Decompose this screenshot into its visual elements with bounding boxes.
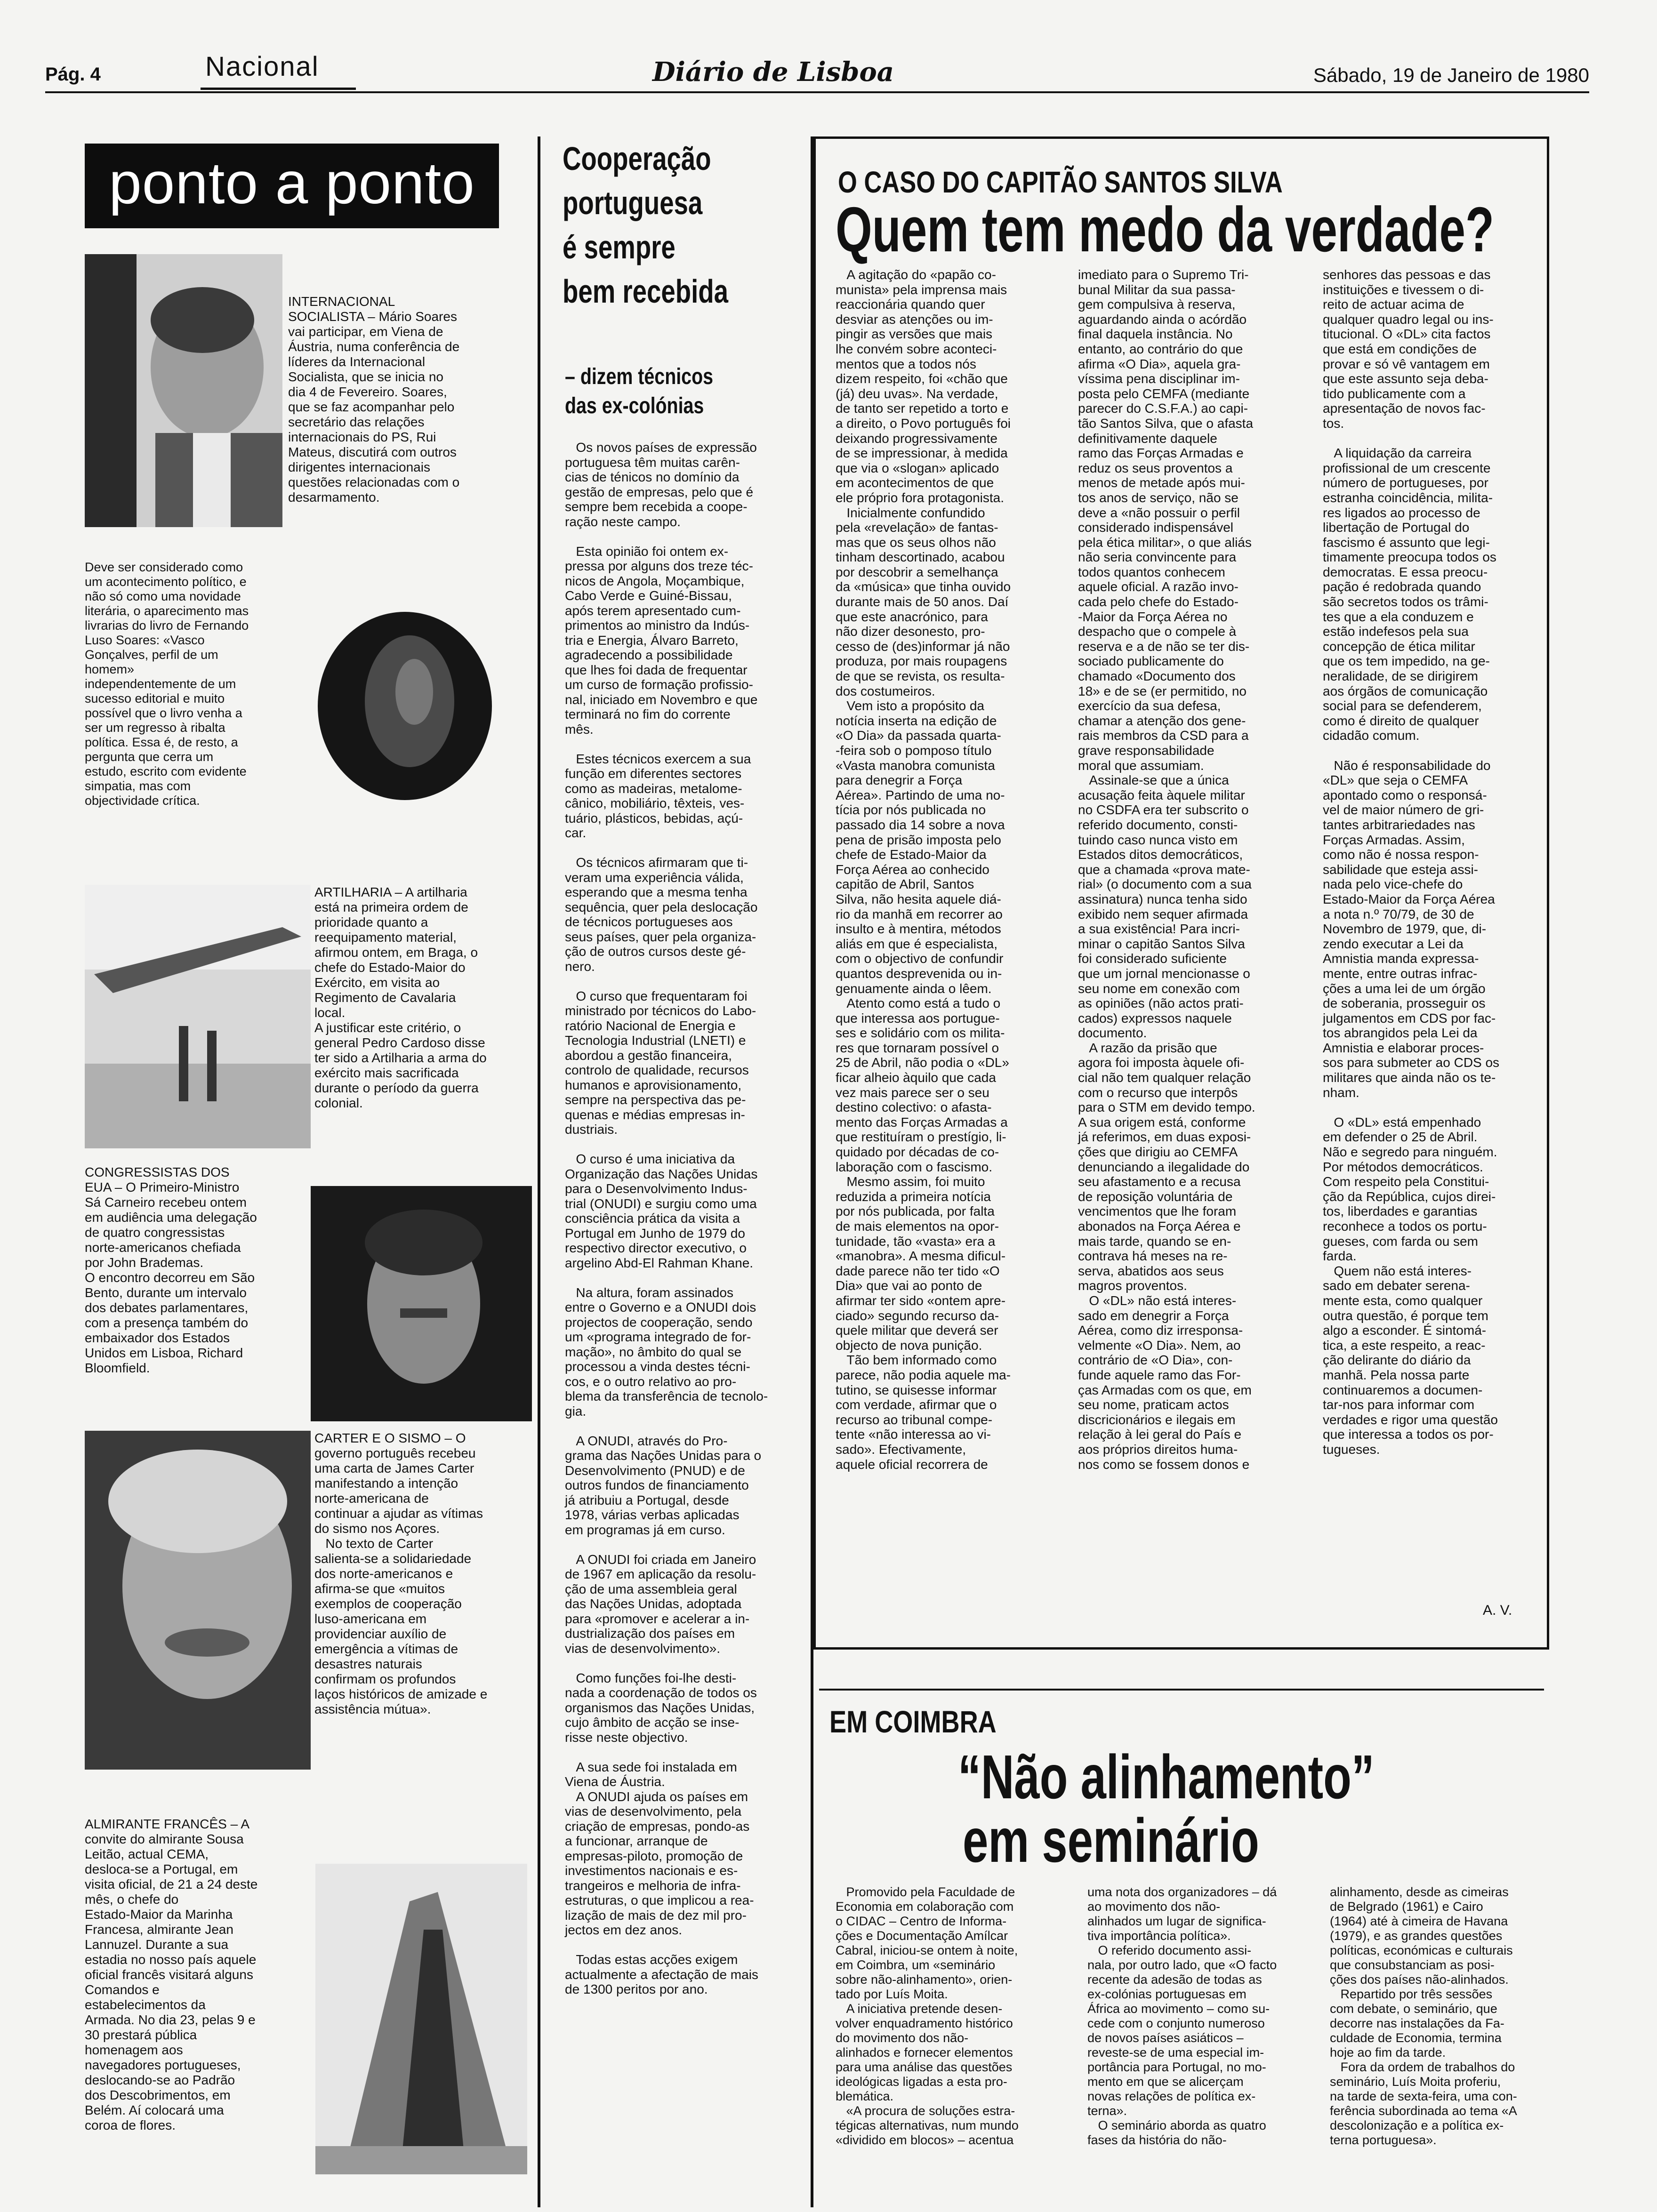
page-header <box>45 45 1589 92</box>
coimbra-col-2: uma nota dos organizadores – dá ao movimento dos não- alinhados um lugar de significa- tiva importância política». O referido documento assi- nala, por outro lado, que «O facto recente da adesão de todas as ex-colónias portuguesas em África ao movimento – como su- cede com o conjunto numeroso de novos países asiáticos – reveste-se de uma especial im- portância para Portugal, no mo- mento em que se alicerçam novas relações de política ex- terna». O seminário aborda as quatro fases da história do não- <box>1087 1885 1277 2147</box>
coimbra-col-3: alinhamento, desde as cimeiras de Belgrado (1961) e Cairo (1964) até à cimeira de Havana (1979), e as grandes questões políticas, económicas e culturais que consubstanciam as posi- ções dos países não-alinhados. Repartido por três sessões com debate, o seminário, que decorre nas instalações da Fa- culdade de Economia, termina hoje ao fim da tarde. Fora da ordem de trabalhos do seminário, Luís Moita proferiu, na tarde de sexta-feira, uma con- ferência subordinada ao tema «A descolonização e a política ex- terna portuguesa». <box>1330 1885 1517 2147</box>
military-vehicle-photo <box>85 885 311 1148</box>
santos-silva-col-3: senhores das pessoas e das instituições e tivessem o di- reito de actuar acima de qualquer quadro legal ou ins- titucional. O «DL» cita factos que está em condições de provar e só vê vantagem em que este assunto seja deba- tido publicamente com a apresentação de novos fac- tos. A liquidação da carreira profissional de um crescente número de portugueses, por estranha coincidência, milita- res ligados ao processo de libertação de Portugal do fascismo é assunto que legi- timamente preocupa todos os democratas. E essa preocu- pação é redobrada quando são secretos todos os trâmi- tes que a ela conduzem e estão indefesos pela sua concepção de ética militar que os tem impedido, na ge- neralidade, de se dirigirem aos órgãos de comunicação social para se defenderem, como é direito de qualquer cidadão comum. Não é responsabilidade do «DL» que seja o CEMFA apontado como o responsá- vel de maior número de gri- tantes arbitrariedades nas Forças Armadas. Assim, como não é nossa respon- sabilidade que esteja assi- nada pelo vice-chefe do Estado-Maior da Força Aérea a nota n.º 70/79, de 30 de Novembro de 1979, que, di- zendo executar a Lei da Amnistia manda expressa- mente, entre outras infrac- ções a uma lei de um órgão de soberania, prosseguir os julgamentos em CDS por fac- tos abrangidos pela Lei da Amnistia e elaborar proces- sos para submeter ao CDS os militares que ainda não os te- nham. O «DL» está empenhado em defender o 25 de Abril. Não e segredo para ninguém. Por métodos democráticos. Com respeito pela Constitui- ção da República, cujos direi- tos, liberdades e garantias reconhece a todos os portu- gueses, com farda ou sem farda. Quem não está interes- sado em debater serena- mente esta, como qualquer outra questão, é porque tem algo a esconder. É sintomá- tica, a este respeito, a reac- ção delirante do diário da manhã. Pela nossa parte continuaremos a documen- tar-nos para informar com verdades e rigor uma questão que interessa a todos os por- tugueses. <box>1323 267 1500 1457</box>
coimbra-headline-line-1: “Não alinhamento” <box>958 1742 1375 1811</box>
header-rule <box>45 91 1589 93</box>
section-name: Nacional <box>205 51 319 82</box>
bust-sculpture-photo <box>311 607 499 805</box>
monument-photo-padrao <box>315 1864 527 2174</box>
cooperacao-headline: Cooperação portuguesa é sempre bem recebida <box>563 140 729 310</box>
column-divider <box>538 136 540 2207</box>
santos-silva-col-2: imediato para o Supremo Tri- bunal Militar da sua passa- gem compulsiva à reserva, aguardando ainda o acórdão final daquela instância. No entanto, ao contrário do que afirma «O Dia», aquela gra- víssima pena disciplinar im- posta pelo CEMFA (mediante parecer do C.S.F.A.) ao capi- tão Santos Silva, que o afasta definitivamente daquele ramo das Forças Armadas e reduz os seus proventos a menos de metade após mui- tos anos de serviço, não se deve a «não possuir o perfil considerado indispensável pela ética militar», o que aliás não seria convincente para todos quantos conhecem aquele oficial. A razão invo- cada pelo chefe do Estado- -Maior da Força Aérea no despacho que o compele à reserva e a de não se ter dis- sociado publicamente do chamado «Documento dos 18» e de se (er permitido, no exercício da sua defesa, chamar a atenção dos gene- rais membros da CSD para a grave responsabilidade moral que assumiam. Assinale-se que a única acusação feita àquele militar no CSDFA era ter subscrito o referido documento, consti- tuindo caso nunca visto em Estados ditos democráticos, que a chamada «prova mate- rial» (o documento com a sua assinatura) nunca tenha sido exibido nem sequer afirmada a sua existência! Para incri- minar o capitão Santos Silva foi considerado suficiente que um jornal mencionasse o seu nome em conexão com as opiniões (não actos prati- cados) expressos naquele documento. A razão da prisão que agora foi imposta àquele ofi- cial não tem qualquer relação com o recurso que interpôs para o STM em devido tempo. A sua origem está, conforme já referimos, em duas exposi- ções que dirigiu ao CEMFA denunciando a ilegalidade do seu afastamento e a recusa de reposição voluntária de vencimentos que lhe foram abonados na Força Aérea e mais tarde, quando se en- contrava há meses na re- serva, abatidos aos seus magros proventos. O «DL» não está interes- sado em denegrir a Força Aérea, como diz irresponsa- velmente «O Dia». Nem, ao contrário de «O Dia», con- funde aquele ramo das For- ças Armadas com os que, em seu nome, praticam actos discricionários e ilegais em relação à lei geral do País e aos próprios direitos huma- nos como se fossem donos e <box>1078 267 1255 1472</box>
santos-silva-kicker: O CASO DO CAPITÃO SANTOS SILVA <box>838 165 1283 199</box>
page-number: Pág. 4 <box>45 64 101 85</box>
santos-silva-signature: A. V. <box>1483 1603 1512 1618</box>
brief-artilharia: ARTILHARIA – A artilharia está na primeira ordem de prioridade quanto a reequipamento material, afirmou ontem, em Braga, o chefe do Estado-Maior do Exército, em visita ao Regimento de Cavalaria local. A justificar este critério, o general Pedro Cardoso disse ter sido a Artilharia a arma do exército mais sacrificada durante o período da guerra colonial. <box>314 885 487 1110</box>
cooperacao-body: Os novos países de expressão portuguesa têm muitas carên- cias de ténicos no domínio da gestão de empresas, pelo que é sempre bem recebida a coope- ração neste campo. Esta opinião foi ontem ex- pressa por alguns dos treze téc- nicos de Angola, Moçambique, Cabo Verde e Guiné-Bissau, após terem apresentado cum- primentos ao ministro da Indús- tria e Energia, Álvaro Barreto, agradecendo a possibilidade que lhes foi dada de frequentar um curso de formação profissio- nal, iniciado em Novembro e que terminará no fim do corrente mês. Estes técnicos exercem a sua função em diferentes sectores como as madeiras, metalome- cânico, mobiliário, têxteis, ves- tuário, plásticos, bebidas, açú- car. Os técnicos afirmaram que ti- veram uma experiência válida, esperando que a mesma tenha sequência, quer pela deslocação de técnicos portugueses aos seus países, quer pela organiza- ção de outros cursos deste gé- nero. O curso que frequentaram foi ministrado por técnicos do Labo- ratório Nacional de Energia e Tecnologia Industrial (LNETI) e abordou a gestão financeira, controlo de qualidade, recursos humanos e aprovisionamento, sempre na perspectiva das pe- quenas e médias empresas in- dustriais. O curso é uma iniciativa da Organização das Nações Unidas para o Desenvolvimento Indus- trial (ONUDI) e surgiu como uma consciência prática da visita a Portugal em Junho de 1979 do respectivo director executivo, o argelino Abd-El Rahman Khane. Na altura, foram assinados entre o Governo e a ONUDI dois projectos de cooperação, sendo um «programa integrado de for- mação», no âmbito do qual se processou a vinda destes técni- cos, e o outro relativo ao pro- blema da transferência de tecnolo- gia. A ONUDI, através do Pro- grama das Nações Unidas para o Desenvolvimento (PNUD) e de outros fundos de financiamento já atribuiu a Portugal, desde 1978, várias verbas aplicadas em programas já em curso. A ONUDI foi criada em Janeiro de 1967 em aplicação da resolu- ção de uma assembleia geral das Nações Unidas, adoptada para «promover e acelerar a in- dustrialização dos países em vias de desenvolvimento». Como funções foi-lhe desti- nada a coordenação de todos os organismos das Nações Unidas, cujo âmbito de acção se inse- risse neste objectivo. A sua sede foi instalada em Viena de Áustria. A ONUDI ajuda os países em vias de desenvolvimento, pela criação de empresas, pondo-as a funcionar, arranque de empresas-piloto, promoção de investimentos nacionais e es- trangeiros e melhoria de infra- estruturas, o que implicou a rea- lização de mais de dez mil pro- jectos em dez anos. Todas estas acções exigem actualmente a afectação de mais de 1300 peritos por ano. <box>565 440 768 1996</box>
santos-silva-col-1: A agitação do «papão co- munista» pela imprensa mais reaccionária quando quer desviar as atenções ou im- pingir as versões que mais lhe convém sobre aconteci- mentos que a todos nós dizem respeito, foi «chão que (já) deu uvas». Na verdade, de tanto ser repetido a torto e a direito, o Povo português foi deixando progressivamente de se impressionar, à medida que via o «slogan» aplicado em acontecimentos de que ele próprio fora protagonista. Inicialmente confundido pela «revelação» de fantas- mas que os seus olhos não tinham descortinado, acabou por descobrir a semelhança da «música» que tinha ouvido durante mais de 50 anos. Daí que este anacrónico, para não dizer desonesto, pro- cesso de (des)informar já não produza, por mais roupagens de que se revista, os resulta- dos costumeiros. Vem isto a propósito da notícia inserta na edição de «O Dia» da passada quarta- -feira sob o pomposo título «Vasta manobra comunista para denegrir a Força Aérea». Partindo de uma no- tícia por nós publicada no passado dia 14 sobre a nova pena de prisão imposta pelo chefe de Estado-Maior da Força Aérea ao conhecido capitão de Abril, Santos Silva, não hesita aquele diá- rio da manhã em recorrer ao insulto e à mentira, métodos aliás em que é especialista, com o objectivo de confundir quantos desprevenida ou in- genuamente ainda o lêem. Atento como está a tudo o que interessa aos portugue- ses e solidário com os milita- res que tornaram possível o 25 de Abril, não podia o «DL» ficar alheio àquilo que cada vez mais parece ser o seu destino colectivo: o afasta- mento das Forças Armadas a que restituíram o prestígio, li- quidado por décadas de co- laboração com o fascismo. Mesmo assim, foi muito reduzida a primeira notícia por nós publicada, por falta de mais elementos na opor- tunidade, tão «vasta» era a «manobra». A mesma dificul- dade parece não ter tido «O Dia» que vai ao ponto de afirmar ter sido «ontem apre- ciado» segundo recurso da- quele militar que deverá ser objecto de nova punição. Tão bem informado como parece, não podia aquele ma- tutino, se quisesse informar com verdade, afirmar que o recurso ao tribunal compe- tente «não interessa ao vi- sado». Efectivamente, aquele oficial recorrera de <box>836 267 1011 1472</box>
portrait-photo-carter <box>85 1431 311 1770</box>
coimbra-kicker: EM COIMBRA <box>829 1704 997 1739</box>
brief-livro: Deve ser considerado como um acontecimento político, e não só como uma novidade literária, o aparecimento mas livrarias do livro de Fernando Luso Soares: «Vasco Gonçalves, perfil de um homem» independentemente de um sucesso editorial e muito possível que o livro venha a ser um regresso à ribalta política. Essa é, de resto, a pergunta que cerra um estudo, escrito com evidente simpatia, mas com objectividade crítica. <box>85 560 249 808</box>
brief-carter: CARTER E O SISMO – O governo português recebeu uma carta de James Carter manifestando a intenção norte-americana de continuar a ajudar as vítimas do sismo nos Açores. No texto de Carter salienta-se a solidariedade dos norte-americanos e afirma-se que «muitos exemplos de cooperação luso-americana em providenciar auxílio de emergência a vítimas de desastres naturais confirmam os profundos laços históricos de amizade e assistência mútua». <box>314 1431 488 1716</box>
brief-internacional: INTERNACIONAL SOCIALISTA – Mário Soares vai participar, em Viena de Áustria, numa conferência de líderes da Internacional Socialista, que se inicia no dia 4 de Fevereiro. Soares, que se faz acompanhar pelo secretário das relações internacionais do PS, Rui Mateus, discutirá com outros dirigentes internacionais questões relacionadas com o desarmamento. <box>288 294 460 505</box>
portrait-photo-man <box>311 1186 532 1421</box>
brief-almirante: ALMIRANTE FRANCÊS – A convite do almirante Sousa Leitão, actual CEMA, desloca-se a Portugal, em visita oficial, de 21 a 24 deste mês, o chefe do Estado-Maior da Marinha Francesa, almirante Jean Lannuzel. Durante a sua estadia no nosso país aquele oficial francês visitará alguns Comandos e estabelecimentos da Armada. No dia 23, pelas 9 e 30 prestará pública homenagem aos navegadores portugueses, deslocando-se ao Padrão dos Descobrimentos, em Belém. Aí colocará uma coroa de flores. <box>85 1817 258 2132</box>
issue-date: Sábado, 19 de Janeiro de 1980 <box>1313 64 1589 86</box>
portrait-photo-soares <box>85 254 282 527</box>
coimbra-headline-line-2: em seminário <box>963 1806 1259 1875</box>
ponto-a-ponto-badge: ponto a ponto <box>85 144 499 228</box>
cooperacao-subheadline: – dizem técnicos das ex-colónias <box>565 364 713 418</box>
brief-congressistas: CONGRESSISTAS DOS EUA – O Primeiro-Ministro Sá Carneiro recebeu ontem em audiência uma delegação de quatro congressistas norte-americanos chefiada por John Brademas. O encontro decorreu em São Bento, durante um intervalo dos debates parlamentares, com a presença também do embaixador dos Estados Unidos em Lisboa, Richard Bloomfield. <box>85 1165 257 1375</box>
santos-silva-headline: Quem tem medo da verdade? <box>836 194 1494 265</box>
section-underline <box>201 88 356 90</box>
coimbra-col-1: Promovido pela Faculdade de Economia em colaboração com o CIDAC – Centro de Informa- ções e Documentação Amílcar Cabral, iniciou-se ontem à noite, em Coimbra, um «seminário sobre não-alinhamento», orien- tado por Luís Moita. A iniciativa pretende desen- volver enquadramento histórico do movimento dos não- alinhados e fornecer elementos para uma análise das questões ideológicas ligadas a esta pro- blemática. «A procura de soluções estra- tégicas alternativas, num mundo «dividido em blocos» – acentua <box>836 1885 1019 2147</box>
section-divider <box>819 1689 1544 1691</box>
masthead: Diário de Lisboa <box>652 56 894 88</box>
